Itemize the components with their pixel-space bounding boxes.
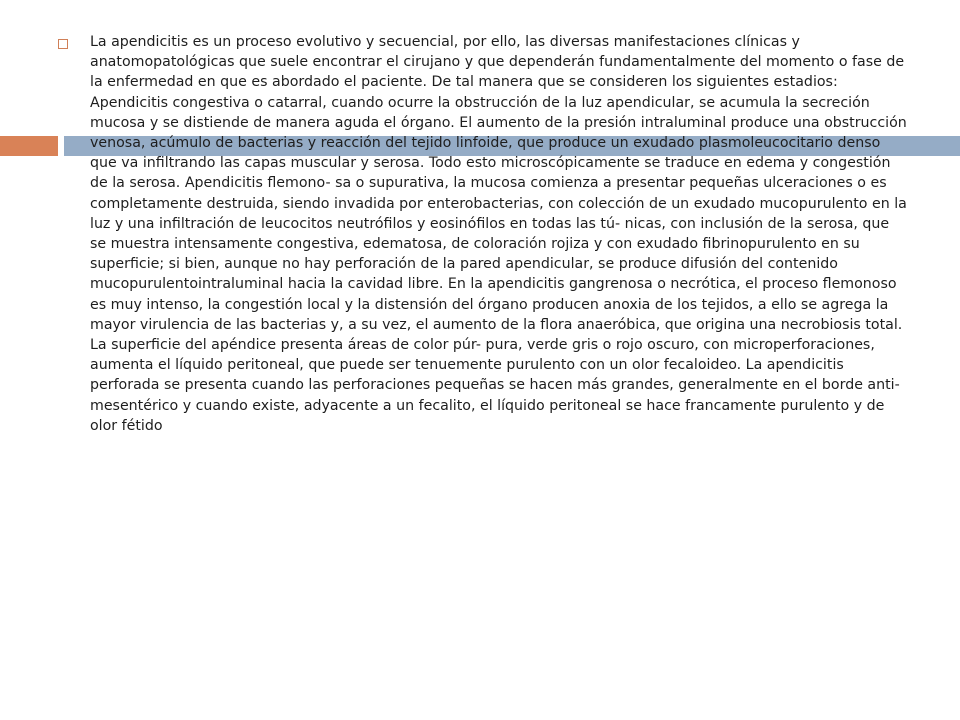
square-bullet-icon xyxy=(58,39,68,49)
bullet-paragraph: La apendicitis es un proceso evolutivo y secuencial, por ello, las diversas manifestaciones clínicas y anatomopatológicas que suele encontrar el cirujano y que dependerán fundamentalmente del momento o fase de la enfermedad en que es abordado el paciente. De tal manera que se consideren los siguientes estadios: Apendicitis congestiva o catarral, cuando ocurre la obstrucción de la luz apendicular, se acumula la secreción mucosa y se distiende de manera aguda el órgano. El aumento de la presión intraluminal produce una obstrucción venosa, acúmulo de bacterias y reacción del tejido linfoide, que produce un exudado plasmoleucocitario denso que va infiltrando las capas muscular y serosa. Todo esto microscópicamente se traduce en edema y congestión de la serosa. Apendicitis flemono- sa o supurativa, la mucosa comienza a presentar pequeñas ulceraciones o es completamente destruida, siendo invadida por enterobacterias, con colección de un exudado mucopurulento en la luz y una infiltración de leucocitos neutrófilos y eosinófilos en todas las tú- nicas, con inclusión de la serosa, que se muestra intensamente congestiva, edematosa, de coloración rojiza y con exudado fibrinopurulento en su superficie; si bien, aunque no hay perforación de la pared apendicular, se produce difusión del contenido mucopurulentointraluminal hacia la cavidad libre. En la apendicitis gangrenosa o necrótica, el proceso flemonoso es muy intenso, la congestión local y la distensión del órgano producen anoxia de los tejidos, a ello se agrega la mayor virulencia de las bacterias y, a su vez, el aumento de la flora anaeróbica, que origina una necrobiosis total. La superficie del apéndice presenta áreas de color púr- pura, verde gris o rojo oscuro, con microperforaciones, aumenta el líquido peritoneal, que puede ser tenuemente purulento con un olor fecaloideo. La apendicitis perforada se presenta cuando las perforaciones pequeñas se hacen más grandes, generalmente en el borde anti- mesentérico y cuando existe, adyacente a un fecalito, el líquido peritoneal se hace francamente purulento y de olor fétido xyxy=(90,34,907,434)
content-area xyxy=(58,32,908,436)
bullet-item xyxy=(58,32,908,436)
accent-bar-orange xyxy=(0,136,58,156)
